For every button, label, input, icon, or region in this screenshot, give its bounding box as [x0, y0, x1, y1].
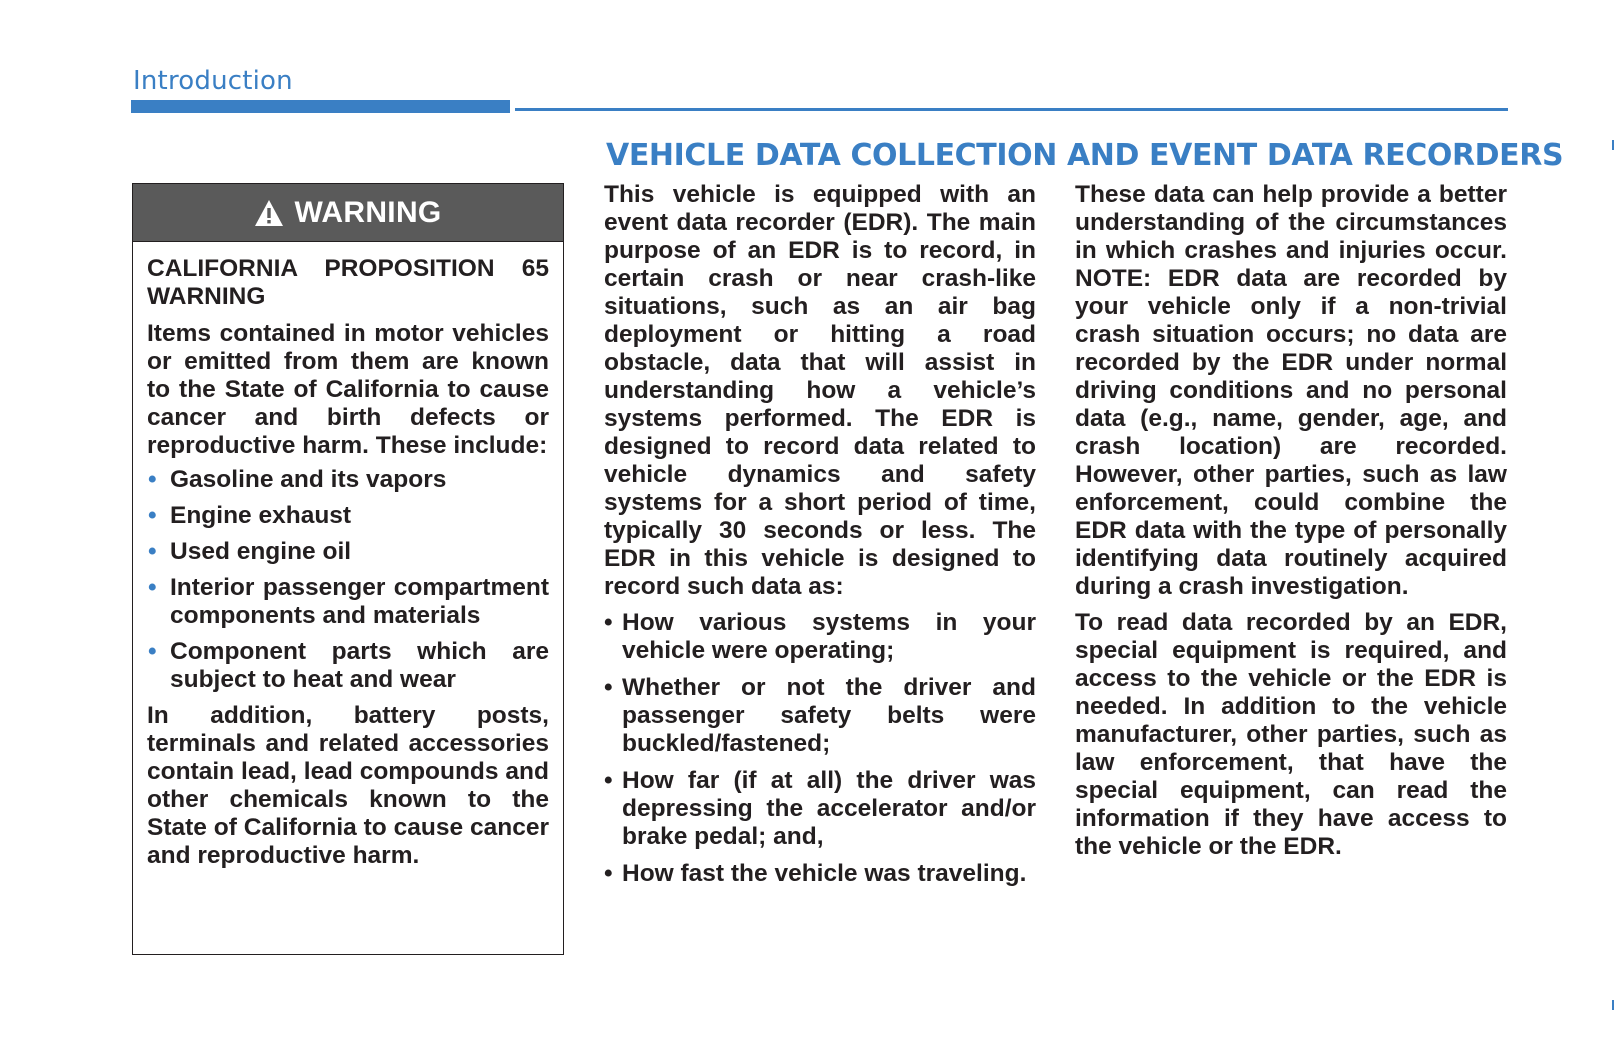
header-rule: [515, 108, 1508, 111]
edr-column-1: [604, 181, 1036, 897]
section-bar: [131, 100, 510, 113]
warning-box: [132, 183, 564, 955]
warning-triangle-icon: [254, 199, 284, 227]
page-edge-mark: [1612, 1000, 1614, 1010]
list-item: • How various systems in your vehicle were operating;: [604, 609, 1036, 665]
section-label: Introduction: [133, 66, 293, 96]
page-edge-mark: [1612, 140, 1614, 150]
list-item: • Interior passenger compartment components and materials: [147, 574, 549, 630]
edr-paragraph: To read data recorded by an EDR, special equipment is required, and access to the vehicle or the EDR is needed. In addition to the vehicle manufacturer, other parties, such as law enforcement, that have the special equipment, can read the information if they have access to the vehicle or the EDR.: [1075, 609, 1507, 860]
warning-closing: In addition, battery posts, terminals and related accessories contain lead, lead compounds and other chemicals known to the State of California to cause cancer and reproductive harm.: [147, 702, 549, 869]
list-item: • Component parts which are subject to heat and wear: [147, 638, 549, 694]
warning-intro: Items contained in motor vehicles or emitted from them are known to the State of California to cause cancer and birth defects or reproductive harm. These include:: [147, 320, 549, 459]
page-title: VEHICLE DATA COLLECTION AND EVENT DATA RECORDERS: [606, 138, 1564, 173]
list-item: • How fast the vehicle was traveling.: [604, 860, 1036, 888]
edr-intro: This vehicle is equipped with an event data recorder (EDR). The main purpose of an EDR is to record, in certain crash or near crash-like situations, such as an air bag deployment or hitting a road obstacle, data that will assist in understanding how a vehicle’s systems performed. The EDR is designed to record data related to vehicle dynamics and safety systems for a short period of time, typically 30 seconds or less. The EDR in this vehicle is designed to record such data as:: [604, 181, 1036, 600]
list-item: • How far (if at all) the driver was depressing the accelerator and/or brake pedal; and,: [604, 767, 1036, 851]
warning-title: CALIFORNIA PROPOSITION 65 WARNING: [147, 255, 549, 310]
warning-heading: WARNING: [294, 195, 442, 229]
list-item: • Whether or not the driver and passenger safety belts were buckled/fastened;: [604, 674, 1036, 758]
list-item: • Engine exhaust: [147, 502, 549, 530]
list-item: • Used engine oil: [147, 538, 549, 566]
edr-paragraph: These data can help provide a better understanding of the circumstances in which crashes and injuries occur. NOTE: EDR data are recorded by your vehicle only if a non-trivial crash situation occurs; no data are recorded by the EDR under normal driving conditions and no personal data (e.g., name, gender, age, and crash location) are recorded. However, other parties, such as law enforcement, could combine the EDR data with the type of personally identifying data routinely acquired during a crash investigation.: [1075, 181, 1507, 600]
warning-header: [133, 184, 563, 242]
list-item: • Gasoline and its vapors: [147, 466, 549, 494]
warning-list: [147, 466, 549, 694]
edr-column-2: [1075, 181, 1507, 861]
warning-body: [133, 242, 563, 870]
edr-data-list: [604, 609, 1036, 888]
